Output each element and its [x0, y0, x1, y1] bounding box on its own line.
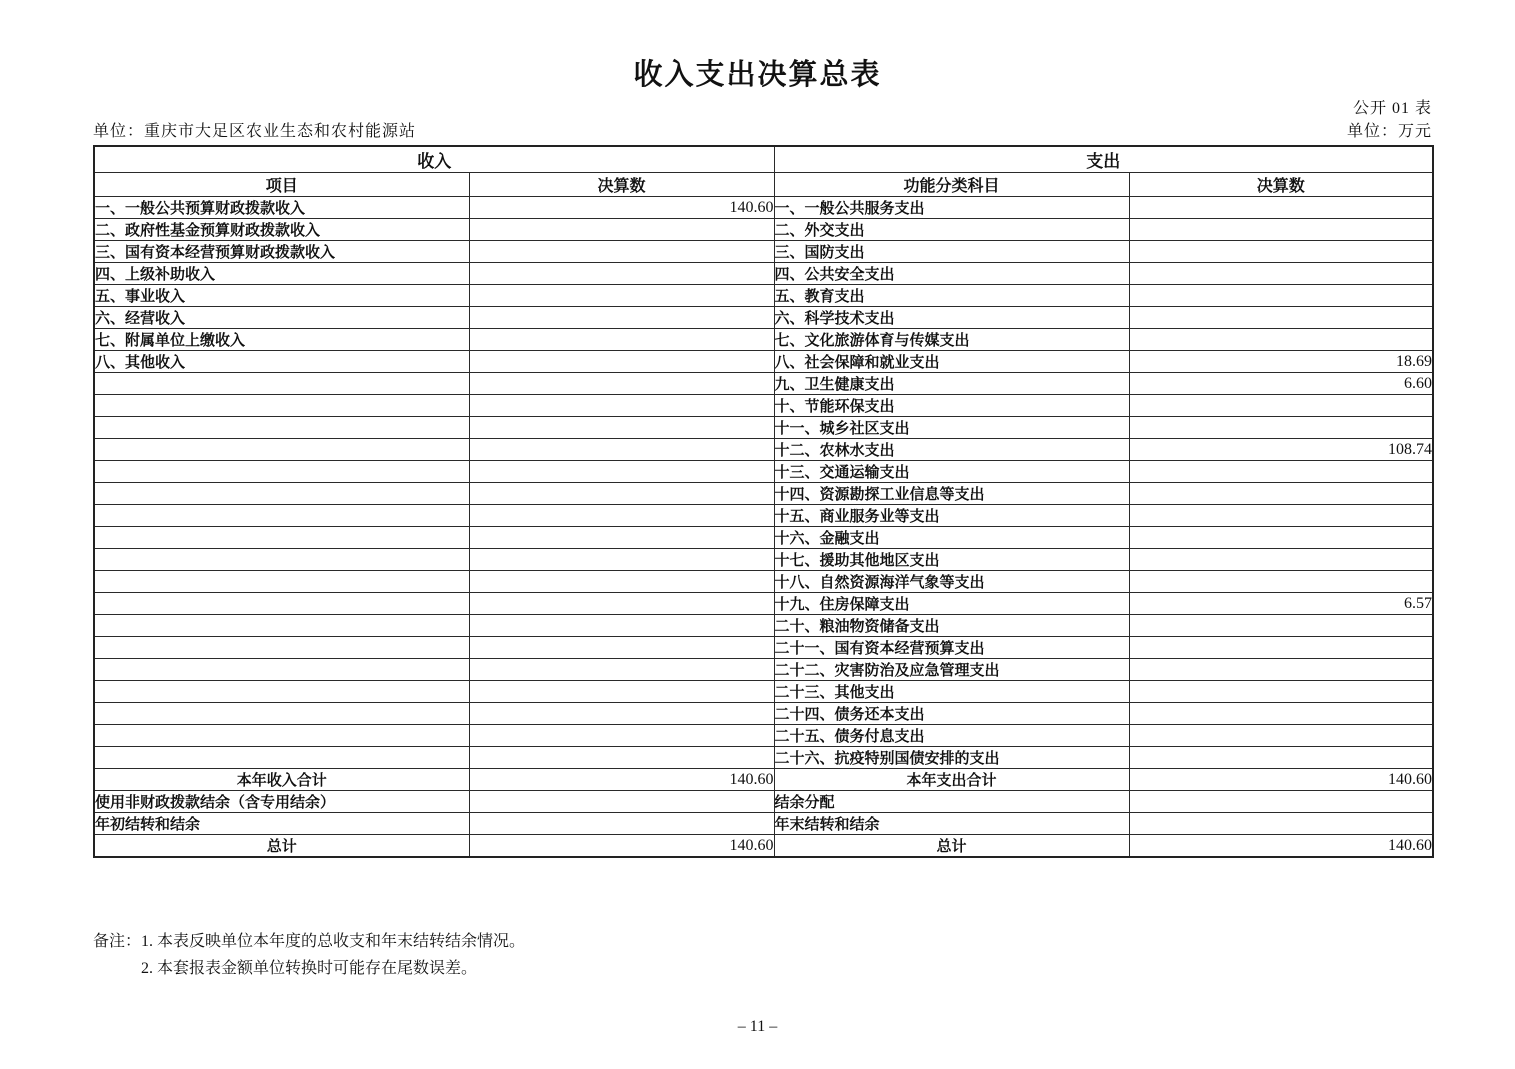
income-item-value — [469, 813, 774, 835]
expense-item-value — [1129, 329, 1433, 351]
table-row — [94, 659, 1433, 681]
income-item-label: 一、一般公共预算财政拨款收入 — [94, 197, 469, 219]
table-row — [94, 813, 1433, 835]
table-row — [94, 417, 1433, 439]
expense-item-label: 本年支出合计 — [774, 769, 1129, 791]
income-item-label — [94, 417, 469, 439]
table-row — [94, 791, 1433, 813]
note-line: 2. 本套报表金额单位转换时可能存在尾数误差。 — [141, 960, 478, 977]
income-item-value — [469, 549, 774, 571]
expense-item-label: 十八、自然资源海洋气象等支出 — [774, 571, 1129, 593]
expense-item-value: 140.60 — [1129, 769, 1433, 791]
column-header-item: 项目 — [94, 173, 469, 197]
expense-item-label: 二十三、其他支出 — [774, 681, 1129, 703]
column-header-amount-income: 决算数 — [469, 173, 774, 197]
table-row — [94, 439, 1433, 461]
income-item-value — [469, 527, 774, 549]
expense-item-value — [1129, 681, 1433, 703]
expense-item-label: 二十四、债务还本支出 — [774, 703, 1129, 725]
page-number: – 11 – — [737, 1018, 778, 1035]
expense-item-value — [1129, 285, 1433, 307]
income-item-label: 七、附属单位上缴收入 — [94, 329, 469, 351]
income-item-label: 六、经营收入 — [94, 307, 469, 329]
expense-item-label: 一、一般公共服务支出 — [774, 197, 1129, 219]
income-item-value — [469, 351, 774, 373]
table-row — [94, 351, 1433, 373]
expense-item-value — [1129, 483, 1433, 505]
income-item-label — [94, 659, 469, 681]
table-row — [94, 329, 1433, 351]
table-row — [94, 373, 1433, 395]
expense-item-value — [1129, 505, 1433, 527]
meta-row — [93, 118, 1432, 141]
unit-name: 单位：重庆市大足区农业生态和农村能源站 — [93, 123, 417, 140]
income-item-label — [94, 637, 469, 659]
income-item-label: 二、政府性基金预算财政拨款收入 — [94, 219, 469, 241]
income-item-value — [469, 747, 774, 769]
income-item-value: 140.60 — [469, 835, 774, 858]
income-item-value — [469, 791, 774, 813]
income-item-value — [469, 637, 774, 659]
table-row — [94, 769, 1433, 791]
table-row — [94, 835, 1433, 858]
expense-item-label: 五、教育支出 — [774, 285, 1129, 307]
table-row — [94, 637, 1433, 659]
expense-item-label: 十、节能环保支出 — [774, 395, 1129, 417]
income-item-value: 140.60 — [469, 197, 774, 219]
expense-item-value — [1129, 571, 1433, 593]
section-header-row — [94, 146, 1433, 173]
expense-item-value — [1129, 461, 1433, 483]
expense-item-label: 十九、住房保障支出 — [774, 593, 1129, 615]
expense-item-label: 四、公共安全支出 — [774, 263, 1129, 285]
income-item-value — [469, 219, 774, 241]
expense-item-value: 108.74 — [1129, 439, 1433, 461]
notes-label: 备注： — [93, 933, 142, 950]
expense-item-label: 年末结转和结余 — [774, 813, 1129, 835]
income-item-label — [94, 395, 469, 417]
income-item-label — [94, 681, 469, 703]
table-row — [94, 241, 1433, 263]
expense-item-value — [1129, 659, 1433, 681]
income-item-value — [469, 285, 774, 307]
income-section-header: 收入 — [94, 146, 774, 173]
expense-item-label: 八、社会保障和就业支出 — [774, 351, 1129, 373]
expense-item-value — [1129, 307, 1433, 329]
expense-item-label: 七、文化旅游体育与传媒支出 — [774, 329, 1129, 351]
income-item-value — [469, 395, 774, 417]
income-item-value — [469, 417, 774, 439]
expense-item-value — [1129, 197, 1433, 219]
income-item-label — [94, 725, 469, 747]
income-item-value — [469, 329, 774, 351]
expense-item-value: 18.69 — [1129, 351, 1433, 373]
income-item-label — [94, 571, 469, 593]
income-item-label: 五、事业收入 — [94, 285, 469, 307]
expense-item-label: 二十二、灾害防治及应急管理支出 — [774, 659, 1129, 681]
income-item-label: 四、上级补助收入 — [94, 263, 469, 285]
table-row — [94, 307, 1433, 329]
expense-item-value — [1129, 527, 1433, 549]
income-item-value — [469, 571, 774, 593]
expense-item-value — [1129, 395, 1433, 417]
expense-item-value — [1129, 703, 1433, 725]
income-item-label — [94, 549, 469, 571]
expense-item-label: 九、卫生健康支出 — [774, 373, 1129, 395]
expense-item-value — [1129, 637, 1433, 659]
notes-lines — [141, 928, 525, 982]
table-row — [94, 681, 1433, 703]
expense-item-value — [1129, 263, 1433, 285]
expense-item-label: 十四、资源勘探工业信息等支出 — [774, 483, 1129, 505]
column-header-row — [94, 173, 1433, 197]
income-item-label: 三、国有资本经营预算财政拨款收入 — [94, 241, 469, 263]
expense-item-label: 十三、交通运输支出 — [774, 461, 1129, 483]
income-item-label: 使用非财政拨款结余（含专用结余） — [94, 791, 469, 813]
expense-item-value — [1129, 791, 1433, 813]
expense-item-value — [1129, 725, 1433, 747]
income-item-value — [469, 263, 774, 285]
page-title: 收入支出决算总表 — [633, 59, 882, 91]
table-row — [94, 263, 1433, 285]
income-item-value — [469, 307, 774, 329]
note-line: 1. 本表反映单位本年度的总收支和年末结转结余情况。 — [141, 933, 526, 950]
income-item-value — [469, 703, 774, 725]
expense-item-value: 6.60 — [1129, 373, 1433, 395]
income-item-value: 140.60 — [469, 769, 774, 791]
income-item-label — [94, 593, 469, 615]
income-item-label: 年初结转和结余 — [94, 813, 469, 835]
table-row — [94, 747, 1433, 769]
income-item-value — [469, 681, 774, 703]
income-item-value — [469, 725, 774, 747]
income-item-value — [469, 505, 774, 527]
income-item-value — [469, 483, 774, 505]
expense-item-value — [1129, 747, 1433, 769]
table-row — [94, 395, 1433, 417]
expense-item-label: 二十六、抗疫特别国债安排的支出 — [774, 747, 1129, 769]
table-row — [94, 483, 1433, 505]
expense-item-label: 十五、商业服务业等支出 — [774, 505, 1129, 527]
expense-item-value — [1129, 219, 1433, 241]
expense-item-value: 140.60 — [1129, 835, 1433, 858]
table-row — [94, 549, 1433, 571]
expense-item-label: 十七、援助其他地区支出 — [774, 549, 1129, 571]
expense-item-label: 二十一、国有资本经营预算支出 — [774, 637, 1129, 659]
table-row — [94, 703, 1433, 725]
table-row — [94, 593, 1433, 615]
expense-item-label: 三、国防支出 — [774, 241, 1129, 263]
expense-item-label: 二十、粮油物资储备支出 — [774, 615, 1129, 637]
column-header-function: 功能分类科目 — [774, 173, 1129, 197]
expense-item-label: 二十五、债务付息支出 — [774, 725, 1129, 747]
income-item-label — [94, 703, 469, 725]
table-row — [94, 571, 1433, 593]
expense-item-value — [1129, 417, 1433, 439]
table-row — [94, 285, 1433, 307]
income-item-value — [469, 659, 774, 681]
income-item-label — [94, 747, 469, 769]
expense-item-value — [1129, 549, 1433, 571]
public-table-label: 公开 01 表 — [1352, 100, 1432, 117]
table-row — [94, 725, 1433, 747]
income-item-value — [469, 373, 774, 395]
expense-item-label: 十六、金融支出 — [774, 527, 1129, 549]
table-row — [94, 461, 1433, 483]
expense-item-value — [1129, 615, 1433, 637]
expense-item-label: 十一、城乡社区支出 — [774, 417, 1129, 439]
notes-block — [93, 928, 525, 982]
column-header-amount-expense: 决算数 — [1129, 173, 1433, 197]
table-row — [94, 527, 1433, 549]
expense-item-label: 结余分配 — [774, 791, 1129, 813]
income-item-label — [94, 373, 469, 395]
table-row — [94, 219, 1433, 241]
expense-item-label: 六、科学技术支出 — [774, 307, 1129, 329]
expense-item-value: 6.57 — [1129, 593, 1433, 615]
income-item-label: 总计 — [94, 835, 469, 858]
expense-item-label: 二、外交支出 — [774, 219, 1129, 241]
unit-currency: 单位：万元 — [1346, 123, 1432, 140]
table-body — [94, 197, 1433, 858]
expense-item-value — [1129, 241, 1433, 263]
expense-item-value — [1129, 813, 1433, 835]
table-row — [94, 615, 1433, 637]
income-item-label — [94, 439, 469, 461]
income-item-label — [94, 483, 469, 505]
income-item-value — [469, 241, 774, 263]
expense-item-label: 总计 — [774, 835, 1129, 858]
income-item-label — [94, 505, 469, 527]
income-item-value — [469, 615, 774, 637]
expense-item-label: 十二、农林水支出 — [774, 439, 1129, 461]
income-item-label — [94, 615, 469, 637]
income-item-label: 八、其他收入 — [94, 351, 469, 373]
income-item-label — [94, 461, 469, 483]
table-row — [94, 197, 1433, 219]
income-item-label — [94, 527, 469, 549]
income-item-value — [469, 439, 774, 461]
expense-section-header: 支出 — [774, 146, 1433, 173]
table-row — [94, 505, 1433, 527]
budget-table — [93, 145, 1434, 858]
income-item-value — [469, 593, 774, 615]
income-item-value — [469, 461, 774, 483]
income-item-label: 本年收入合计 — [94, 769, 469, 791]
